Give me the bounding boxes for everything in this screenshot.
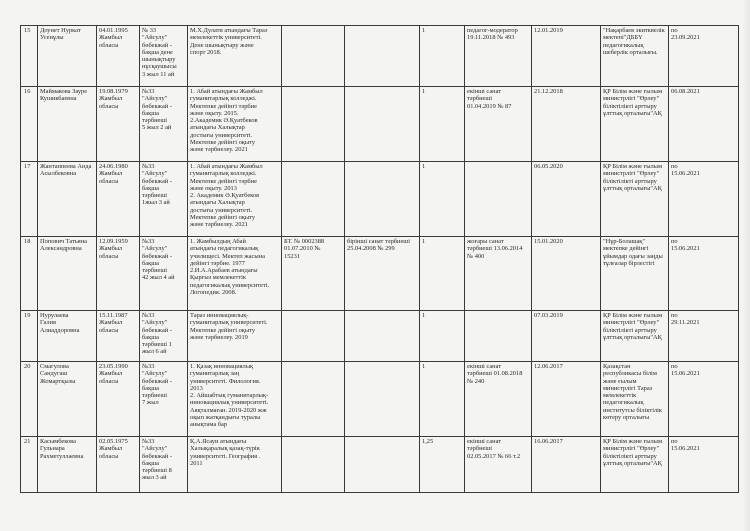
qualification-category-cell: жоғары санат тәрбиеші 13.06.2014 № 400	[465, 237, 532, 311]
qualification-category-cell: екінші санат тәрбиеші 01.04.2019 № 87	[465, 87, 532, 162]
training-course-cell: ҚР Білім және ғылым министрлігі "Өрлеу" біліктілікті арттыру ұлттық орталығы"АҚ	[601, 311, 669, 362]
diploma-info-cell	[282, 162, 345, 237]
table-row	[21, 362, 739, 437]
table-row	[21, 26, 739, 87]
category-previous-cell	[345, 311, 420, 362]
workplace-position-tenure-cell: №33 "Айсулу" бөбекжай - бақша тәрбиеші 8 жыл 3 ай	[140, 437, 188, 493]
qualification-category-cell: екінші санат тәрбиеші 01.08.2018 № 240	[465, 362, 532, 437]
birth-date-region-cell: 15.11.1987 Жамбыл обласы	[97, 311, 140, 362]
row-number-cell: 16	[21, 87, 38, 162]
table-row	[21, 237, 739, 311]
workplace-position-tenure-cell: №33 "Айсулу" бөбекжай - бақша тәрбиеші 1 жыл 6 ай	[140, 311, 188, 362]
category-previous-cell: бірінші санат тәрбиеші 25.04.2008 № 299	[345, 237, 420, 311]
staff-table	[20, 25, 739, 493]
appointment-date-cell: 16.06.2017	[532, 437, 601, 493]
education-cell: 1. Абай атындағы Жамбыл гуманитарлық колледжі. Мектепке дейінгі тәрбие және оқыту. 2015. 2.Академик Ә.Қуатбеков атындағы Халықтар достығы университеті. Мектепке дейінгі оқыту және тәрбиелеу. 2021	[188, 87, 282, 162]
workplace-position-tenure-cell: № 33 "Айсулу" бөбекжай - бақша дене шынықтыру нұсқаушысы 3 жыл 11 ай	[140, 26, 188, 87]
birth-date-region-cell: 02.05.1975 Жамбыл обласы	[97, 437, 140, 493]
row-number-cell: 21	[21, 437, 38, 493]
row-number-cell: 20	[21, 362, 38, 437]
work-rate-cell: 1,25	[420, 437, 465, 493]
education-cell: Тараз инновациялық- гуманитарлық университеті. Мектепке дейінгі оқыту және тәрбиелеу. 2019	[188, 311, 282, 362]
workplace-position-tenure-cell: №33 "Айсулу" бөбекжай - бақша тәрбиеші 1жыл 3 ай	[140, 162, 188, 237]
appointment-date-cell: 12.06.2017	[532, 362, 601, 437]
work-rate-cell: 1	[420, 311, 465, 362]
training-date-cell: 06.08.2021	[669, 87, 739, 162]
work-rate-cell: 1	[420, 362, 465, 437]
training-course-cell: "Нұр-Болашақ" мектепке дейінгі ұйымдар одағы заңды тұлғалар бірлестігі	[601, 237, 669, 311]
row-number-cell: 17	[21, 162, 38, 237]
diploma-info-cell	[282, 311, 345, 362]
table-row	[21, 162, 739, 237]
table-row	[21, 87, 739, 162]
work-rate-cell: 1	[420, 162, 465, 237]
employee-name-cell: Нурулаева Галия Алиаддоровна	[38, 311, 97, 362]
training-course-cell: "Нақарбаев экитквелік мектепі"ДББҮ педагогикалық шеберлік орталығы.	[601, 26, 669, 87]
qualification-category-cell: педагог-модератор 19.11.2018 № 493	[465, 26, 532, 87]
table-row	[21, 437, 739, 493]
category-previous-cell	[345, 162, 420, 237]
education-cell: Қ.А.Ясауи атындағы Халықаралық қазақ-түрік университеті. География . 2011	[188, 437, 282, 493]
diploma-info-cell	[282, 362, 345, 437]
employee-name-cell: Маймакова Зауре Кушикбаевна	[38, 87, 97, 162]
table-row	[21, 311, 739, 362]
birth-date-region-cell: 12.09.1959 Жамбыл обласы	[97, 237, 140, 311]
appointment-date-cell: 07.03.2019	[532, 311, 601, 362]
birth-date-region-cell: 19.08.1979 Жамбыл обласы	[97, 87, 140, 162]
employee-name-cell: Попович Татьяна Александровна	[38, 237, 97, 311]
workplace-position-tenure-cell: №33 "Айсулу" бөбекжай - бақша тәрбиеші 7 жыл	[140, 362, 188, 437]
training-date-cell: по 29.11.2021	[669, 311, 739, 362]
birth-date-region-cell: 24.06.1980 Жамбыл обласы	[97, 162, 140, 237]
work-rate-cell: 1	[420, 26, 465, 87]
training-course-cell: Қазақстан республикасы білім және ғылым министрлігі Тараз мемлекеттік педагогикалық институтсы біліктілік көтеру орталығы	[601, 362, 669, 437]
education-cell: М.Х.Дулати атындағы Тараз мемлекеттік университеті. Дене шынықтыру және спорт 2018.	[188, 26, 282, 87]
employee-name-cell: Доунет Нуркат Усенұлы	[38, 26, 97, 87]
workplace-position-tenure-cell: №33 "Айсулу" бөбекжай - бақша тәрбиеші 5 жыл 2 ай	[140, 87, 188, 162]
employee-name-cell: Касымбекова Гульнара Рахметуллаевна	[38, 437, 97, 493]
appointment-date-cell: 15.01.2020	[532, 237, 601, 311]
workplace-position-tenure-cell: №33 "Айсулу" бөбекжай - бақша тәрбиеші 42 жыл 4 ай	[140, 237, 188, 311]
appointment-date-cell: 21.12.2018	[532, 87, 601, 162]
diploma-info-cell	[282, 87, 345, 162]
training-course-cell: ҚР Білім және ғылым министрлігі "Өрлеу" біліктілікті арттыру ұлттық орталығы"АҚ	[601, 87, 669, 162]
category-previous-cell	[345, 362, 420, 437]
category-previous-cell	[345, 87, 420, 162]
diploma-info-cell	[282, 26, 345, 87]
page-edge-shadow	[742, 0, 750, 531]
employee-name-cell: Смагулова Сандугаш Жомартқызы	[38, 362, 97, 437]
qualification-category-cell	[465, 311, 532, 362]
category-previous-cell	[345, 437, 420, 493]
training-date-cell: по 15.06.2021	[669, 437, 739, 493]
birth-date-region-cell: 04.01.1995 Жамбыл обласы	[97, 26, 140, 87]
employee-name-cell: Жантаппеева Анда Асылбековна	[38, 162, 97, 237]
qualification-category-cell	[465, 162, 532, 237]
birth-date-region-cell: 23.05.1990 Жамбыл обласы	[97, 362, 140, 437]
appointment-date-cell: 12.01.2019	[532, 26, 601, 87]
training-date-cell: по 15.06.2021	[669, 362, 739, 437]
education-cell: 1. Абай атындағы Жамбыл гуманитарлық колледжі. Мектепке дейінгі тәрбие және оқыту. 2013 2. Академик Ә.Қуатбеков атындағы Халықтар достығы университеті. Мектепке дейінгі оқыту және тәрбиелеу. 2021	[188, 162, 282, 237]
training-course-cell: ҚР Білім және ғылым министрлігі "Өрлеу" біліктілікті арттыру ұлттық орталығы"АҚ	[601, 437, 669, 493]
training-course-cell: ҚР Білім және ғылым министрлігі "Өрлеу" біліктілікті арттыру ұлттық орталығы"АҚ	[601, 162, 669, 237]
training-date-cell: по 15.06.2021	[669, 162, 739, 237]
appointment-date-cell: 06.05.2020	[532, 162, 601, 237]
training-date-cell: по 15.06.2021	[669, 237, 739, 311]
training-date-cell: по 23.09.2021	[669, 26, 739, 87]
work-rate-cell: 1	[420, 237, 465, 311]
education-cell: 1. Жамбылдың Абай атындағы педагогикалық училищесі. Мектеп жасына дейінгі тәрбие. 1977 2.И.А.Арабаев атындағы Қырғыз мемлекеттік педагогикалық университеті. Логопедия. 2008.	[188, 237, 282, 311]
diploma-info-cell: БТ. № 0002388 01.07.2010 № 15231	[282, 237, 345, 311]
qualification-category-cell: екінші санат тәрбиеші 02.05.2017 № 66 т.2	[465, 437, 532, 493]
row-number-cell: 15	[21, 26, 38, 87]
work-rate-cell: 1	[420, 87, 465, 162]
row-number-cell: 19	[21, 311, 38, 362]
diploma-info-cell	[282, 437, 345, 493]
category-previous-cell	[345, 26, 420, 87]
row-number-cell: 18	[21, 237, 38, 311]
education-cell: 1. Қазақ инновациялық гуманитарлық заң университеті. Филология. 2013 2. Айшабтық гуманитарлық- инновациялық университеті. Аяқталмаған. 2019-2020 жж оқып жатқандығы туралы анықтама бар	[188, 362, 282, 437]
